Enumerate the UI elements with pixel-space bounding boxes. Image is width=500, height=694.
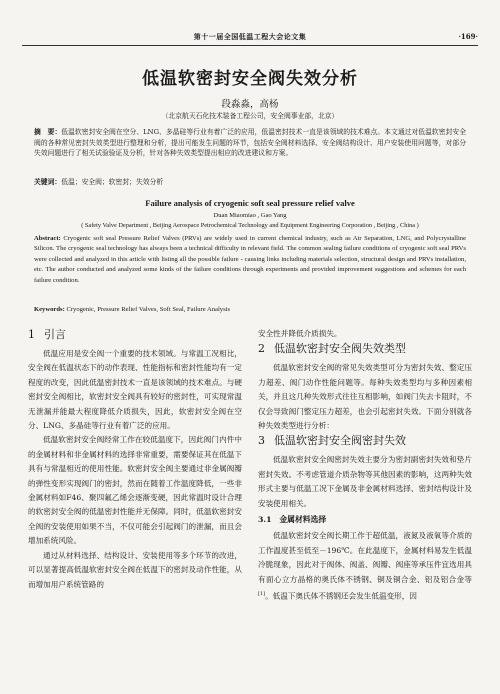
paragraph: 低温软密封安全阀经常工作在较低温度下，因此阀门内件中的金属材料和非金属材料的选择非常重要，需要保证其在低温下具有与常温相近的使用性能。软密封安全阀主要通过非金属阀瓣的弹性变形实现阀门的密封，然而在随着工作温度降低，一些非金属材料如F46、聚四氟乙烯会逐渐变硬，因此常温时设计合理的软密封安全阀的低温密封性能并无保障。同时，低温软密封安全阀的安装使用如果不当，不仅可能会引起阀门的泄漏，而且会增加系统风险。	[28, 435, 242, 546]
paragraph-text: 。低温下奥氏体不锈钢还会发生低温变形，因	[265, 591, 417, 601]
keywords-zh-text: 低温；安全阀；软密封；失效分析	[61, 178, 164, 186]
running-header	[22, 32, 478, 44]
affiliation: （北京航天石化技术装备工程公司，安全阀事业部，北京）	[161, 112, 339, 120]
page-number: ·169·	[458, 32, 478, 41]
english-title: Failure analysis of cryogenic soft seal pressure relief valve	[145, 198, 355, 208]
section-title: 低温软密封安全阀密封失效	[274, 434, 406, 448]
body-column-left	[28, 327, 242, 592]
section-number: 1	[28, 327, 35, 341]
paragraph: 低温软密封安全阀的常见失效类型可分为密封失效、整定压力超差、阀门动作性能问题等。每种失效类型均与多种因素相关，并且这几种失效形式往往互相影响，如阀门失去卡阻时，不仅会导致阀门整定压力超差，也会引起密封失效。下面分别就各种失效类型进行分析：	[258, 363, 472, 431]
english-authors: Duan Miaomiao , Gao Yang	[213, 212, 287, 219]
section-heading-1	[28, 327, 242, 343]
paragraph: 低温应用是安全阀一个重要的技术领域。与常温工况相比，安全阀在低温状态下的动作表现、性能指标和密封性能均有一定程度的改变，因此低温密封技术一直是该领域的技术难点。与硬密封安全阀相比，软密封安全阀具有较好的密封性，可实现常温无泄漏并能最大程度降低介质损失，因此，软密封安全阀在空分、LNG、多晶硅等行业有着广泛的应用。	[28, 349, 242, 431]
keywords-en	[34, 305, 466, 316]
english-affiliation: ( Safety Valve Department , Beijing Aerospace Petrochemical Technology and Equipment Engineering Corporation , Beijing , China )	[81, 222, 419, 229]
abstract-en-text: Cryogenic soft seal Pressure Relief Valves (PRVs) are widely used in current chemical industry, such as Air Separation, LNG, and Polycrystalline Silicon. The cryogenic seal technology has always been a technical difficulty in relevant field. The common sealing failure conditions of cryogenic soft seal PRVs were collected and analyzed in this article with listing all the possible failure - causing links including materials selection, structural design and PRVs installation, etc. The author conducted and analyzed some kinds of the failure conditions through experiments and provided improvement suggestions and schemes for each failure condition.	[34, 235, 466, 284]
section-title: 低温软密封安全阀失效类型	[274, 342, 406, 356]
subsection-heading: 3.1 金属材料选择	[258, 515, 327, 525]
paragraph	[258, 529, 472, 604]
abstract-zh-text: 低温软密封安全阀在空分、LNG、多晶硅等行业有着广泛的应用，低温密封技术一直是该领域的技术难点。本文通过对低温软密封安全阀的各种常见密封失效类型进行整理和分析，提出可能发生问题的环节，包括安全阀材料选择、安全阀结构设计、用户安装使用问题等，对部分失效问题进行了相关试验验证及分析，针对各种失效类型提出相应的改进建议和方案。	[34, 128, 467, 157]
abstract-zh-label: 摘 要：	[34, 128, 62, 136]
section-title: 引言	[44, 327, 66, 341]
citation: [1]	[258, 591, 266, 598]
section-number: 2	[258, 342, 265, 356]
keywords-en-text: Cryogenic, Pressure Relief Valves, Soft Seal, Failure Analysis	[66, 306, 231, 313]
header-rule	[22, 45, 478, 46]
body-column-right	[258, 327, 472, 604]
paragraph: 通过从材料选择、结构设计、安装使用等多个环节的改进，可以显著提高低温软密封安全阀在低温下的密封及动作性能，从而增加用户系统管路的	[28, 550, 242, 589]
section-number: 3	[258, 434, 265, 448]
keywords-zh	[34, 177, 466, 188]
paragraph: 低温软密封安全阀密封失效主要分为密封副密封失效和垫片密封失效。不考虑管道介质杂物等其他因素的影响，这两种失效形式主要与低温工况下金属及非金属材料选择、密封结构设计及安装使用相关。	[258, 455, 472, 508]
paper-title: 低温软密封安全阀失效分析	[142, 69, 358, 89]
section-heading-3	[258, 433, 472, 449]
section-heading-2	[258, 341, 472, 357]
paragraph: 安全性并降低介质损失。	[258, 329, 342, 338]
journal-name: 第十一届全国低温工程大会论文集	[193, 32, 307, 41]
paragraph-text: 低温软密封安全阀长期工作于超低温，液氮及液氧等介质的工作温度甚至低至－196℃。在此温度下，金属材料易发生低温冷脆现象，因此对于阀体、阀盖、阀瓣、阀座等承压件宜选用具有面心立方晶格的奥氏体不锈钢、铜及铜合金、铝及铝合金等	[258, 531, 472, 584]
abstract-en-label: Abstract:	[34, 235, 61, 242]
abstract-zh	[34, 127, 466, 159]
abstract-en	[34, 234, 466, 286]
keywords-zh-label: 关键词：	[34, 178, 62, 186]
keywords-en-label: Keywords:	[34, 306, 65, 313]
author-list: 段淼淼，高杨	[221, 99, 279, 110]
